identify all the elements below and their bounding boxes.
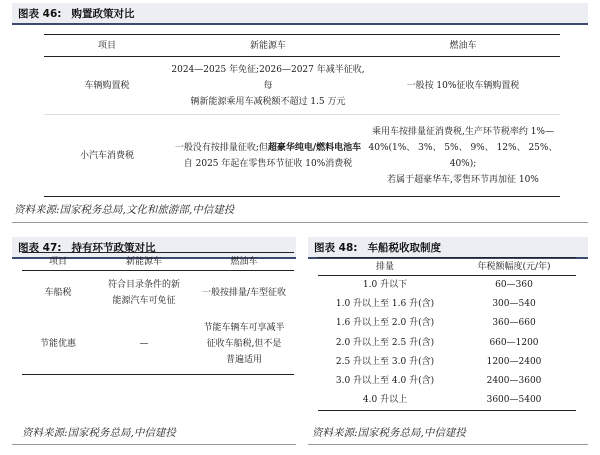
- tax-range-cell: 360—660: [492, 318, 536, 329]
- row-item: 节能优惠: [39, 339, 76, 350]
- tax-range-cell: 660—1200: [489, 337, 539, 348]
- fuel-line: 节能车辆车可享减半: [203, 323, 285, 334]
- displacement-cell: 2.0 升以上至 2.5 升(含): [335, 337, 435, 348]
- nev-line: 能源汽车可免征: [112, 295, 176, 306]
- nev-line: 2024—2025 年免征;2026—2027 年减半征收,每: [171, 64, 365, 91]
- displacement-cell: 3.0 升以上至 4.0 升(含): [335, 376, 435, 387]
- header-nev: 新能源车: [125, 256, 162, 267]
- fuel-line: 征收车船税,但不是: [206, 339, 282, 350]
- row-item: 小汽车消费税: [79, 150, 134, 161]
- vehicle-tax-table: [318, 257, 576, 411]
- table-header-row: [318, 258, 576, 276]
- fig46-number: 图表 46:: [18, 7, 62, 20]
- fuel-cell: 一般按排量/车型征收: [201, 287, 287, 298]
- fig46-source: 资料来源:国家税务总局,文化和旅游部,中信建投: [14, 204, 235, 216]
- nev-line: 符合目录条件的新: [107, 279, 180, 290]
- fig47-title: 持有环节政策对比: [71, 241, 156, 254]
- tax-range-cell: 2400—3600: [486, 376, 542, 387]
- table-header-row: [44, 35, 560, 57]
- fig47-divider: [12, 444, 296, 445]
- nev-bold-text: 超豪华纯电/燃料电池车: [267, 142, 362, 153]
- nev-line: [170, 140, 366, 156]
- fuel-cell: [194, 315, 294, 375]
- nev-line: 自 2025 年起在零售环节征收 10%消费税: [183, 158, 353, 169]
- fuel-cell: 一般按 10%征收车辆购置税: [406, 80, 520, 91]
- fuel-line: 普遍适用: [225, 355, 262, 366]
- fig48-divider: [308, 444, 588, 445]
- fig46-divider: [12, 222, 588, 223]
- row-item: 车辆购置税: [84, 80, 130, 91]
- displacement-cell: 4.0 升以上: [362, 395, 408, 406]
- fig47-number: 图表 47:: [18, 241, 62, 254]
- fuel-line: 40%(1%、 3%、 5%、 9%、 12%、 25%、 40%);: [368, 142, 558, 169]
- fuel-line: 若属于超豪华车,零售环节再加征 10%: [387, 174, 539, 185]
- table-row: [318, 372, 576, 391]
- table-row: [22, 271, 294, 315]
- tax-range-cell: 1200—2400: [486, 356, 542, 367]
- tax-range-cell: 300—540: [492, 299, 536, 310]
- nev-cell: [170, 57, 366, 115]
- fig46-title: 购置政策对比: [71, 7, 135, 20]
- table-header-row: [22, 253, 294, 271]
- nev-text: 一般没有按排量征收;但: [174, 142, 268, 153]
- header-item: 项目: [97, 40, 116, 51]
- row-item: 车船税: [44, 287, 72, 298]
- table-row: [318, 391, 576, 411]
- header-displacement: 排量: [375, 261, 394, 272]
- tax-range-cell: 3600—5400: [486, 395, 542, 406]
- displacement-cell: 1.0 升以上至 1.6 升(含): [335, 299, 435, 310]
- header-item: 项目: [48, 256, 67, 267]
- fuel-line: 乘用车按排量征消费税,生产环节税率约 1%—: [371, 126, 554, 137]
- fuel-cell: [366, 115, 560, 197]
- table-row: [318, 314, 576, 333]
- fig48-number: 图表 48:: [314, 241, 358, 254]
- table-row: [318, 334, 576, 353]
- nev-cell: —: [139, 339, 149, 350]
- table-row: [318, 295, 576, 314]
- fig48-header: [308, 237, 588, 259]
- purchase-policy-table: [44, 34, 560, 197]
- header-fuel: 燃油车: [449, 40, 477, 51]
- displacement-cell: 2.5 升以上至 3.0 升(含): [335, 356, 435, 367]
- displacement-cell: 1.6 升以上至 2.0 升(含): [335, 318, 435, 329]
- table-row: [44, 57, 560, 115]
- header-nev: 新能源车: [249, 40, 286, 51]
- table-row: [318, 353, 576, 372]
- header-annual-tax: 年税额幅度(元/年): [477, 261, 551, 272]
- table-row: [44, 115, 560, 197]
- nev-cell: [94, 271, 194, 315]
- nev-cell: [170, 115, 366, 197]
- nev-line: 辆新能源乘用车减税额不超过 1.5 万元: [190, 96, 346, 107]
- fig48-source: 资料来源:国家税务总局,中信建投: [312, 427, 466, 439]
- fig47-source: 资料来源:国家税务总局,中信建投: [22, 427, 176, 439]
- holding-policy-table: [22, 252, 294, 375]
- fig48-title: 车船税收取制度: [367, 241, 441, 254]
- table-row: [318, 276, 576, 296]
- fig46-header: [12, 3, 588, 25]
- header-fuel: 燃油车: [230, 256, 258, 267]
- tax-range-cell: 60—360: [495, 280, 533, 290]
- displacement-cell: 1.0 升以下: [362, 280, 408, 290]
- table-row: [22, 315, 294, 375]
